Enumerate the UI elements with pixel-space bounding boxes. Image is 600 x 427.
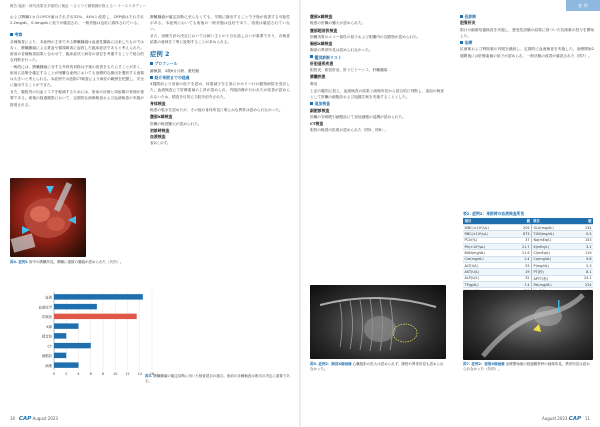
lab-item-name: WBC(×10²/μL) bbox=[463, 224, 512, 230]
figure-4-caption: 図4. 症例1 術中の脾臓所見。脾臓に複数の腫瘤が認められた（矢印）。 bbox=[10, 260, 124, 264]
category-label: 細胞診 bbox=[41, 354, 52, 359]
lab-item-value: 873 bbox=[512, 231, 532, 237]
body-paragraph: 表2に示す。 bbox=[150, 141, 171, 146]
lab-item-name: T-Bil(mg/dL) bbox=[532, 231, 575, 237]
x-tick-label: 0 bbox=[52, 372, 56, 376]
category-label: 尿検査 bbox=[41, 315, 52, 320]
body-paragraph: 上記の鑑別に加え、血液検査の結果と画像所見から総合的に判断し、追加の検査として肝臓の細胞診および組織生検を実施することとした。 bbox=[310, 88, 444, 99]
body-paragraph: 4週間前より食欲の低下を認め、体重減少を主訴にかかりつけの動物病院を受診した。血液検査にて肝酵素値の上昇が認められ、内服治療が行われたが改善が認められないため、精査を目的に当院を紹介された。 bbox=[150, 82, 290, 99]
category-label: 超音波 bbox=[41, 334, 52, 339]
square-bullet-icon bbox=[460, 41, 463, 44]
body-paragraph: 雑種猫、4歳6カ月齢、避妊雌 bbox=[150, 68, 199, 73]
item-heading: 初診時検査 bbox=[150, 127, 170, 133]
lab-item-name: APTT(秒) bbox=[532, 275, 575, 281]
lab-item-name: TP(g/dL) bbox=[463, 281, 512, 287]
lab-item-name: PT(秒) bbox=[532, 269, 575, 275]
square-bullet-icon bbox=[460, 15, 463, 18]
category-label: X線 bbox=[46, 324, 52, 329]
x-tick-label: 8 bbox=[101, 372, 105, 376]
xray-lateral bbox=[310, 285, 446, 359]
lab-item-value: 224 bbox=[574, 281, 593, 287]
x-tick-label: 16 bbox=[149, 372, 155, 376]
bar bbox=[54, 323, 79, 328]
body-paragraph: 胆管の軽度の拡張が認められた（図5、図6）。 bbox=[310, 128, 389, 133]
bar bbox=[54, 294, 143, 299]
category-label: 病理 bbox=[45, 363, 52, 368]
magazine-logo: CAP bbox=[568, 416, 582, 422]
figure-7-caption: 図7. 症例2：術後X線画像 治療開始後の経過観察時の画像所見。異常所見は認められなかった（矢印）。 bbox=[463, 362, 590, 371]
lab-item-name: Fib(mg/dL) bbox=[532, 281, 575, 287]
body-paragraph: および脾臓1カ月のPCV値はそれぞれ32%、44%と改善し、CRP値はそれぞれ2.2mg/dL、0.4mg/dLと低下が確認され、一般状態は良好に維持されている。 bbox=[10, 15, 144, 26]
lab-item-value: 21.7 bbox=[512, 243, 532, 249]
lab-item-name: PCV(%) bbox=[463, 237, 512, 243]
x-tick-label: 2 bbox=[65, 372, 68, 376]
left-col-2 bbox=[150, 14, 290, 374]
subsection-heading: 鑑別診断リスト bbox=[310, 55, 444, 61]
xray-postop bbox=[463, 290, 593, 360]
right-col-2 bbox=[460, 14, 594, 134]
body-paragraph: 抗菌薬および利胆薬の内服を継続し、定期的に血液検査を実施した。治療開始2週間後には肝酵素値の低下が認められ、一般状態の改善が確認された（図7）。 bbox=[460, 47, 594, 58]
surgery-illustration bbox=[10, 178, 86, 257]
bar bbox=[54, 333, 66, 338]
arrow-icon bbox=[533, 324, 541, 332]
surgery-photo bbox=[10, 178, 86, 257]
body-paragraph: 軽度の脱水を認めたが、その他の身体所見に明らかな異常は認められなかった。 bbox=[150, 108, 283, 113]
lab-values-table bbox=[463, 218, 593, 295]
figure-3-caption: 図3. 脾臓腫瘤の確定診断に用いた検査項目の割合。術前の各種検査は術式の決定に重要である。 bbox=[145, 374, 290, 383]
magazine-logo: CAP bbox=[18, 416, 32, 422]
lab-item-name: GLU(mg/dL) bbox=[532, 224, 575, 230]
lab-item-name: P(mg/dL) bbox=[532, 262, 575, 268]
body-paragraph: 各種検査により、本症例の主体である脾臓腫瘤は血液性腫瘍に由来したものではなく、脾臓腫瘤による貧血や循環障害に起因した臨床症状であると考えられた。術前の各種検査結果と合わせて、臨床症状と病変の部位を考慮することで総合的な判断を行った。 bbox=[10, 39, 144, 62]
body-paragraph: 胆管炎、胆管肝炎、肝リピドーシス、肝臓腫瘍 bbox=[310, 68, 388, 73]
lab-item-value: 134 bbox=[574, 224, 593, 230]
lab-item-value: 29 bbox=[512, 269, 532, 275]
lab-item-value: 9.8 bbox=[574, 256, 593, 262]
x-tick-label: 10 bbox=[113, 372, 118, 376]
square-bullet-icon bbox=[150, 76, 153, 79]
item-heading: CT検査 bbox=[310, 121, 324, 126]
lab-item-value: 1.4 bbox=[512, 256, 532, 262]
bar bbox=[54, 362, 79, 367]
x-tick-label: 12 bbox=[125, 372, 130, 376]
item-heading: 胆管肝炎 bbox=[460, 20, 476, 26]
header-value: 値 bbox=[512, 218, 532, 224]
lab-item-value: 32 bbox=[512, 275, 532, 281]
square-bullet-icon bbox=[10, 33, 13, 36]
item-heading: 腹部超音波検査 bbox=[310, 27, 338, 33]
lab-item-value: 3.2 bbox=[574, 243, 593, 249]
lab-item-value: 153 bbox=[574, 237, 593, 243]
bar-chart bbox=[10, 288, 160, 383]
lab-item-value: 23.1 bbox=[574, 275, 593, 281]
item-heading: 血液検査 bbox=[150, 134, 166, 140]
lab-item-name: BUN(mg/dL) bbox=[463, 250, 512, 256]
item-heading: 身体検査 bbox=[150, 100, 166, 106]
case-heading: 症例 2 bbox=[150, 50, 170, 59]
arrow-icon bbox=[46, 186, 54, 194]
body-paragraph: 胸部の異常所見は認められなかった。 bbox=[310, 48, 373, 53]
lab-item-name: Ca(mg/dL) bbox=[532, 256, 575, 262]
lab-item-name: ALT(U/L) bbox=[463, 262, 512, 268]
body-paragraph: 胆汁の細菌培養検査を実施し、感受性試験の結果に基づいた抗菌薬の投与を開始した。 bbox=[460, 27, 594, 38]
subsection-heading: 追加検査 bbox=[310, 101, 444, 107]
lab-item-value: 37 bbox=[512, 237, 532, 243]
x-tick-label: 4 bbox=[77, 372, 80, 376]
item-heading: 腹部X線検査 bbox=[150, 114, 173, 120]
bar bbox=[54, 314, 137, 319]
body-paragraph: 肝臓の軽度腫大が認められた。 bbox=[150, 121, 202, 126]
item-heading: 膵臓疾患 bbox=[310, 74, 326, 80]
body-paragraph: 脾臓腫瘤が確定診断に至らなくても、早期に摘出することで予後が改善する可能性がある。本症例においても術後の一般状態は良好であり、再発は確認されていない。 bbox=[150, 15, 290, 32]
page-number: 10 bbox=[10, 416, 16, 421]
issue-date: August 2023 bbox=[32, 416, 58, 421]
lab-item-name: Na(mEq/L) bbox=[532, 237, 575, 243]
category-label: 血液 bbox=[45, 295, 52, 300]
issue-date: August 2023 bbox=[542, 416, 568, 421]
body-paragraph: また、治療方針の決定においては飼い主との十分な話し合いが重要であり、各検査結果の意味を丁寧に説明することが求められる。 bbox=[150, 34, 290, 45]
header-item: 項目 bbox=[532, 218, 575, 224]
xray-illustration bbox=[310, 285, 446, 359]
subsection-heading: プロフィール bbox=[150, 61, 290, 67]
header-item: 項目 bbox=[463, 218, 512, 224]
lab-item-name: AST(U/L) bbox=[463, 269, 512, 275]
bar bbox=[54, 304, 97, 309]
lab-item-value: 2.3 bbox=[574, 262, 593, 268]
section-tab: 症 例 bbox=[566, 0, 600, 11]
subsection-heading: 考察 bbox=[10, 32, 144, 38]
lab-table-title: 表2. 症例2：来院時の血液検査所見 bbox=[463, 211, 525, 216]
square-bullet-icon bbox=[310, 102, 313, 105]
item-heading: 細胞診検査 bbox=[310, 107, 330, 113]
body-paragraph: 肝臓の穿刺吸引細胞診にて炎症細胞の浸潤が認められた。 bbox=[310, 114, 406, 119]
square-bullet-icon bbox=[310, 55, 313, 58]
item-heading: 肝胆道系疾患 bbox=[310, 60, 334, 66]
lab-item-name: RBC(×10⁴/μL) bbox=[463, 231, 512, 237]
lab-item-value: 0.5 bbox=[574, 231, 593, 237]
page-number: 11 bbox=[584, 416, 590, 421]
header-value: 値 bbox=[574, 218, 593, 224]
lab-item-value: 21.9 bbox=[512, 250, 532, 256]
square-bullet-icon bbox=[150, 62, 153, 65]
body-paragraph: 軽度の肝臓の腫大が認められた。 bbox=[310, 21, 366, 26]
lab-item-value: 53 bbox=[512, 262, 532, 268]
lab-item-name: Cre(mg/dL) bbox=[463, 256, 512, 262]
lab-item-name: K(mEq/L) bbox=[532, 243, 575, 249]
body-paragraph: また、腹腔内の出血リスクを軽減するためには、術前の評価と周術期の管理が重要である。術後の経過観察において、定期的な画像検査および血液検査の実施が推奨される。 bbox=[10, 90, 144, 107]
left-footer bbox=[10, 416, 58, 422]
bar bbox=[54, 353, 66, 358]
figure-5-caption: 図5. 症例2：胸部X線画像 心臓陰影の拡大は認められず、肺野の異常所見も認められなかった。 bbox=[310, 362, 444, 371]
lab-item-value: 8.1 bbox=[574, 269, 593, 275]
running-head: 報告 臨床・研究成果を多面的に検証 ～ひとりで顕微鏡が扱える～ ケーススタディー bbox=[10, 4, 146, 8]
category-label: CT bbox=[47, 344, 52, 349]
subsection-heading: 治療 bbox=[460, 40, 594, 46]
item-heading: 胸部X線検査 bbox=[310, 41, 333, 46]
subsection-heading: 紹介来院までの経過 bbox=[150, 75, 290, 81]
lab-item-value: 205 bbox=[512, 224, 532, 230]
lab-item-value: 7.4 bbox=[512, 281, 532, 287]
lab-item-value: 119 bbox=[574, 250, 593, 256]
body-paragraph: 肝臓実質のエコー源性の低下および胆嚢内の沈殿物が認められた。 bbox=[310, 34, 421, 39]
item-heading: 腹部X線検査 bbox=[310, 14, 333, 19]
lab-item-name: Plt(×10⁴/μL) bbox=[463, 243, 512, 249]
lab-item-name: ALP(U/L) bbox=[463, 275, 512, 281]
xray-illustration bbox=[463, 290, 593, 360]
bar bbox=[54, 343, 91, 348]
right-page bbox=[300, 0, 600, 427]
x-tick-label: 14 bbox=[137, 372, 142, 376]
right-footer bbox=[542, 416, 590, 422]
body-paragraph: 一般的には、脾臓腫瘤に対する外科的切除は予後の改善をもたらすことが多く、術前に診断を確定することが困難な症例においても治療的な摘出を選択する意義は大きいと考えられる。本症例では造影CT検査により病変の範囲を把握し、安全に摘出することができた。 bbox=[10, 64, 144, 88]
category-label: 血液化学 bbox=[38, 305, 52, 310]
lab-item-name: Cl(mEq/L) bbox=[532, 250, 575, 256]
right-col-1 bbox=[310, 14, 444, 244]
body-paragraph: 膵炎 bbox=[310, 81, 318, 86]
subsection-heading: 仮診断 bbox=[460, 14, 594, 20]
x-tick-label: 6 bbox=[89, 372, 92, 376]
